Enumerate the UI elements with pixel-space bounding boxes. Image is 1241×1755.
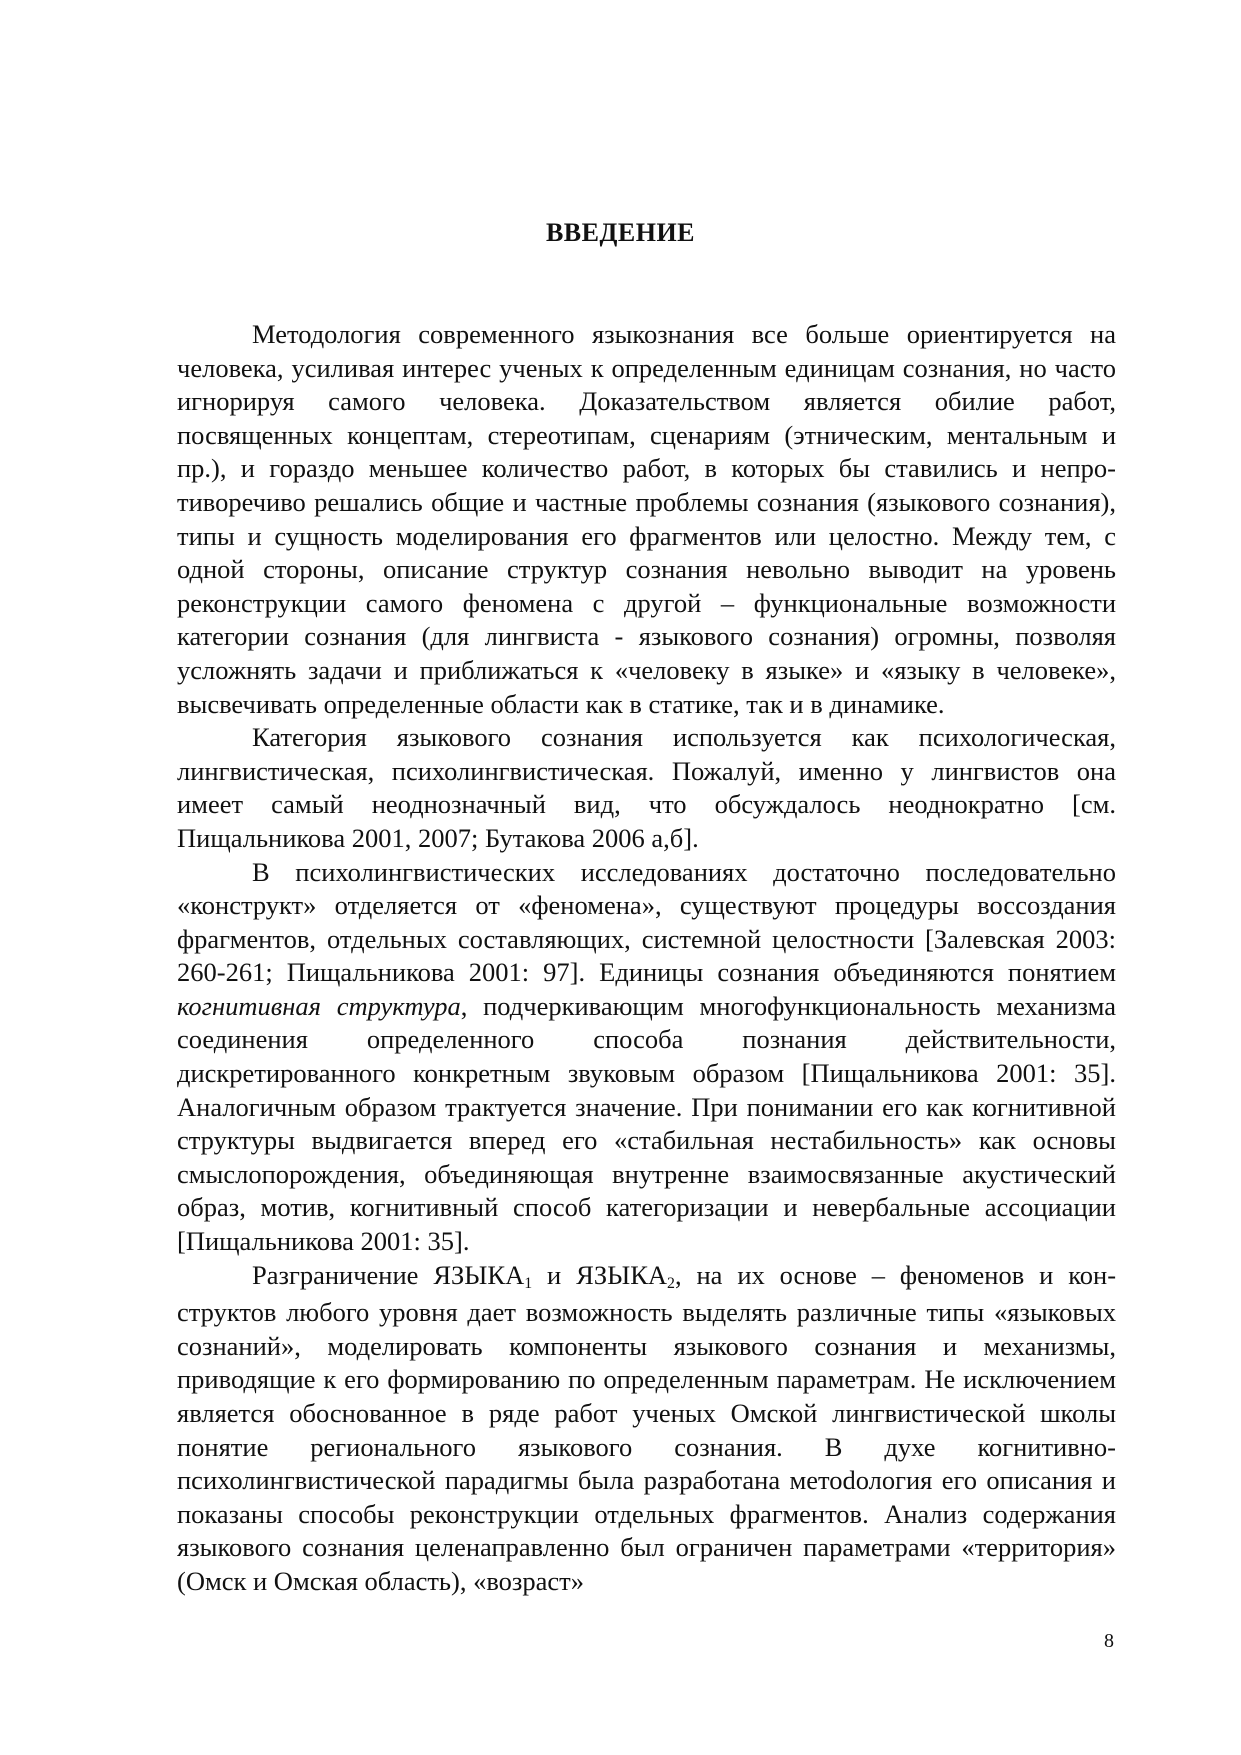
term-language-2: ЯЗЫКА (576, 1259, 668, 1290)
paragraph-4 (177, 1259, 1116, 1599)
subscript-2: 2 (667, 1275, 675, 1293)
paragraph-2: Категория языкового сознания используется как психологическая, лингвистическая, психолингвистическая. Пожалуй, именно у лингвистов она имеет самый неоднозначный вид, что обсуждалось неоднократно [см. Пищальникова 2001, 2007; Бутакова 2006 а,б]. (177, 722, 1116, 853)
paragraph-4-text-start: Разграничение (252, 1259, 434, 1290)
paragraph-3-text-start: В психолингвистических исследованиях достаточно последовательно «конструкт» отделяется от «феномена», существуют процедуры воссоздания фрагментов, отдельных составляющих, системной целостности [Залевская 2003: 260-261; Пищальникова 2001: 97]. Единицы сознания объединяются понятием (177, 856, 1116, 988)
page-title: ВВЕДЕНИЕ (545, 218, 696, 247)
italic-term: когнитивная структура (177, 990, 461, 1021)
paragraph-3-text-end: , подчеркивающим многофункциональность механизма соединения определенного способа познания действительности, дискретированного конкретным звуковым образом [Пищальникова 2001: 35]. Аналогичным образом трактуется значение. При понимании его как когнитивной структуры выдвигается вперед его «стабильная нестабильность» как основы смыслопорождения, объединяющая внутренне взаимосвязанные акустический образ, мотив, когнитивный способ категоризации и невербальные ассоциации [Пищальникова 2001: 35]. (177, 990, 1116, 1257)
paragraph-1: Методология современного языкознания все больше ориентируется на человека, усиливая интерес ученых к определенным единицам сознания, но часто игнорируя самого человека. Доказательством является обилие работ, посвященных концептам, стереотипам, сценариям (этническим, ментальным и пр.), и гораздо меньшее количество работ, в которых бы ставились и непротиворечиво решались общие и частные проблемы сознания (языкового сознания), типы и сущность моделирования его фрагментов или целостно. Между тем, с одной стороны, описание структур сознания невольно выводит на уровень реконструкции самого феномена с другой – функциональные возможности категории сознания (для лингвиста - языкового сознания) огромны, позволяя усложнять задачи и приближаться к «человеку в языке» и «языку в человеке», высвечивать определенные области как в статике, так и в динамике. (177, 319, 1116, 719)
term-language-1: ЯЗЫКА (433, 1259, 525, 1290)
paragraph-3 (177, 856, 1116, 1259)
body-text (177, 318, 1116, 1599)
page-number: 8 (1104, 1630, 1114, 1652)
paragraph-4-text-rest: , на их основе – феноменов и конструктов любого уровня дает возможность выделять различные типы «языковых сознаний», моделировать компоненты языкового сознания и механизмы, приводящие к его формированию по определенным параметрам. Не исключением является обоснованное в ряде работ ученых Омской лингвистической школы понятие регионального языкового сознания. В духе когнитивно-психолингвистической парадигмы была разработана метоdология его описания и показаны способы реконструкции отдельных фрагментов. Анализ содержания языкового сознания целенаправленно был ограничен параметрами «территория» (Омск и Омская область), «возраст» (177, 1259, 1117, 1596)
subscript-1: 1 (524, 1275, 533, 1293)
conjunction: и (532, 1259, 577, 1290)
